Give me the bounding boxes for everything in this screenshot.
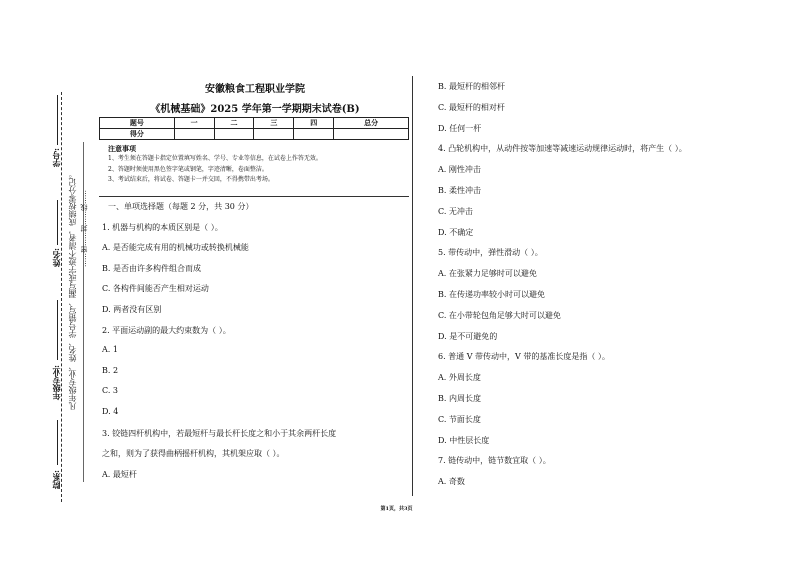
question-line: B. 是否由许多构件组合而成 <box>102 263 201 273</box>
notice-title: 注意事项 <box>108 144 136 153</box>
school-name: 安徽粮食工程职业学院 <box>205 84 305 95</box>
question-line: 7. 链传动中，链节数宜取（ ）。 <box>438 456 551 466</box>
question-line: C. 节面长度 <box>438 414 481 424</box>
seal-line-text: ……密……封……线…… <box>80 190 88 267</box>
column-divider <box>412 76 413 496</box>
score-table-header-row <box>100 118 409 129</box>
score-cell: 二 <box>214 118 254 129</box>
notice-item: 3、考试结束后，将试卷、答题卡一并交回，不得携带出考场。 <box>108 176 274 183</box>
question-line: C. 3 <box>102 386 119 396</box>
question-line: 5. 带传动中，弹性滑动（ ）。 <box>438 248 543 258</box>
student-no-label: 学号: <box>51 148 61 167</box>
notice-item: 2、答题时须使用黑色签字笔或钢笔，字迹清晰，卷面整洁。 <box>108 165 268 173</box>
seal-dashed-line <box>61 92 62 502</box>
question-line: A. 外周长度 <box>438 373 481 383</box>
question-line: A. 最短杆 <box>102 469 137 479</box>
question-line: A. 刚性冲击 <box>438 165 481 175</box>
question-line: D. 4 <box>102 407 119 416</box>
question-line: D. 是不可避免的 <box>438 331 498 341</box>
question-line: B. 2 <box>102 365 119 375</box>
question-line: A. 在张紧力足够时可以避免 <box>438 269 537 279</box>
score-table-score-row <box>100 129 409 140</box>
question-line: C. 最短杆的相对杆 <box>438 102 505 112</box>
name-field[interactable] <box>57 200 58 245</box>
score-cell[interactable] <box>214 129 254 140</box>
notice-block <box>108 143 408 186</box>
section-separator <box>99 196 409 197</box>
question-line: D. 中性层长度 <box>438 435 490 445</box>
score-cell: 总分 <box>334 118 409 129</box>
question-line: D. 两者没有区别 <box>102 305 162 314</box>
student-no-field[interactable] <box>57 95 58 145</box>
score-cell: 三 <box>254 118 294 129</box>
score-cell: 得分 <box>100 129 175 140</box>
name-label: 姓名: <box>51 248 61 267</box>
question-line: C. 无冲击 <box>438 206 473 216</box>
college-field[interactable] <box>57 420 58 465</box>
page-number: 第1页，共3页 <box>380 506 413 512</box>
exam-title: 《机械基础》2025 学年第一学期期末试卷(B) <box>150 104 360 115</box>
major-class-label: 年级专业: <box>51 365 61 400</box>
question-line: 2. 平面运动副的最大约束数为（ ）。 <box>102 325 231 335</box>
question-line: 4. 凸轮机构中，从动件按等加速等减速运动规律运动时，将产生（ ）。 <box>438 144 687 154</box>
question-line: 一、单项选择题（每题 2 分，共 30 分） <box>108 202 254 211</box>
question-line: B. 内周长度 <box>438 394 481 403</box>
question-line: 6. 普通 V 带传动中，V 带的基准长度是指（ ）。 <box>438 352 610 362</box>
question-line: B. 在传递功率较小时可以避免 <box>438 290 545 299</box>
question-line: A. 1 <box>102 345 118 355</box>
question-line: A. 奇数 <box>438 477 465 487</box>
score-cell: 一 <box>174 118 214 129</box>
college-label: 院系: <box>51 470 61 489</box>
score-cell[interactable] <box>334 129 409 140</box>
major-class-field[interactable] <box>57 300 58 360</box>
question-line: C. 各构件间能否产生相对运动 <box>102 284 209 294</box>
question-line: B. 柔性冲击 <box>438 186 481 195</box>
question-line: 3. 铰链四杆机构中，若最短杆与最长杆长度之和小于其余两杆长度 <box>102 428 337 438</box>
question-line: A. 是否能完成有用的机械功或转换机械能 <box>102 243 249 253</box>
question-line: 1. 机器与机构的本质区别是（ ）。 <box>102 222 223 232</box>
question-line: B. 最短杆的相邻杆 <box>438 82 505 91</box>
score-table <box>99 117 409 140</box>
question-line: 之和，则为了获得曲柄摇杆机构，其机架应取（ ）。 <box>102 449 285 459</box>
binding-warning: 凡年级专业、姓名、学号错写、漏写或字迹不清者，成绩按零分记。 <box>68 170 77 410</box>
question-line: C. 在小带轮包角足够大时可以避免 <box>438 310 561 320</box>
score-cell: 题号 <box>100 118 175 129</box>
score-cell[interactable] <box>254 129 294 140</box>
question-line: D. 不确定 <box>438 227 474 237</box>
notice-item: 1、考生须在答题卡指定位置填写姓名、学号、专业等信息，在试卷上作答无效。 <box>108 155 322 162</box>
score-cell[interactable] <box>174 129 214 140</box>
score-cell: 四 <box>294 118 334 129</box>
question-line: D. 任何一杆 <box>438 123 482 133</box>
score-cell[interactable] <box>294 129 334 140</box>
